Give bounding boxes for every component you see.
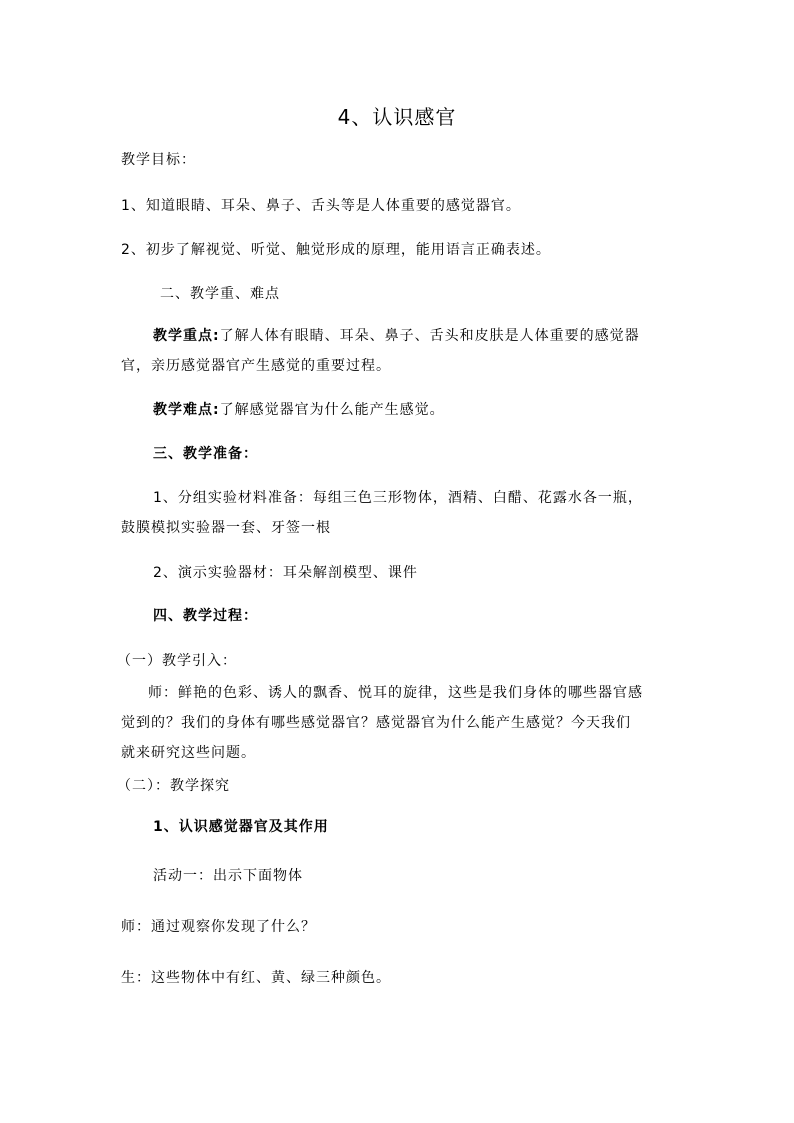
part2-heading: （二）：教学探究 <box>117 778 230 794</box>
teacher-question: 师：通过观察你发现了什么？ <box>121 919 316 935</box>
objective-item-2: 2、初步了解视觉、听觉、触觉形成的原理，能用语言正确表述。 <box>121 242 551 258</box>
difficulty-label: 教学难点: <box>153 402 220 418</box>
part1-line-3: 就来研究这些问题。 <box>121 745 256 761</box>
process-heading: 四、教学过程： <box>153 608 258 624</box>
part1-line-1: 师：鲜艳的色彩、诱人的飘香、悦耳的旋律，这些是我们身体的哪些器官感 <box>148 685 643 701</box>
focus-text: 了解人体有眼睛、耳朵、鼻子、舌头和皮肤是人体重要的感觉器 <box>219 328 640 344</box>
objectives-heading: 教学目标： <box>121 152 196 168</box>
document-title: 4、认识感官 <box>337 105 457 129</box>
part1-line-2: 觉到的？我们的身体有哪些感觉器官？感觉器官为什么能产生感觉？今天我们 <box>121 715 631 731</box>
activity1: 活动一：出示下面物体 <box>153 868 303 884</box>
objective-item-1: 1、知道眼睛、耳朵、鼻子、舌头等是人体重要的感觉器官。 <box>121 198 521 214</box>
focus-line-2: 官，亲历感觉器官产生感觉的重要过程。 <box>121 358 391 374</box>
preparation-item-1-line-1: 1、分组实验材料准备：每组三色三形物体，酒精、白醋、花露水各一瓶， <box>153 490 643 506</box>
section1-heading: 1、认识感觉器官及其作用 <box>153 819 329 835</box>
student-answer: 生：这些物体中有红、黄、绿三种颜色。 <box>121 970 391 986</box>
keypoints-heading: 二、教学重、难点 <box>160 286 280 302</box>
preparation-item-1-line-2: 鼓膜模拟实验器一套、牙签一根 <box>121 520 331 536</box>
preparation-heading: 三、教学准备： <box>153 446 258 462</box>
part1-heading: （一）教学引入： <box>117 653 237 669</box>
focus-line-1 <box>153 326 640 346</box>
focus-label: 教学重点: <box>153 328 220 344</box>
difficulty-line <box>153 400 445 420</box>
preparation-item-2: 2、演示实验器材：耳朵解剖模型、课件 <box>153 565 418 581</box>
difficulty-text: 了解感觉器官为什么能产生感觉。 <box>219 402 445 418</box>
